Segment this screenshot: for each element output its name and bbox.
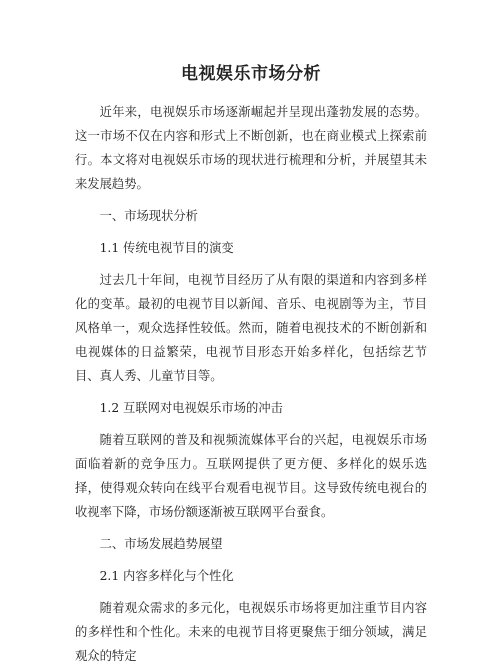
subsection-1-2-heading: 1.2 互联网对电视娱乐市场的冲击 bbox=[99, 401, 283, 415]
subsection-1-1-heading: 1.1 传统电视节目的演变 bbox=[99, 241, 234, 255]
subsection-1-2-paragraph: 随着互联网的普及和视频流媒体平台的兴起，电视娱乐市场面临着新的竞争压力。互联网提供了更方便、多样化的娱乐选择，使得观众转向在线平台观看电视节目。这导致传统电视台的收视率下降，市场份额逐渐被互联网平台蚕食。 bbox=[75, 433, 427, 519]
document-title: 电视娱乐市场分析 bbox=[181, 64, 321, 84]
intro-paragraph: 近年来，电视娱乐市场逐渐崛起并呈现出蓬勃发展的态势。这一市场不仅在内容和形式上不断创新，也在商业模式上探索前行。本文将对电视娱乐市场的现状进行梳理和分析，并展望其未来发展趋势。 bbox=[75, 105, 427, 191]
subsection-2-1-paragraph: 随着观众需求的多元化，电视娱乐市场将更加注重节目内容的多样性和个性化。未来的电视节目将更聚焦于细分领域，满足观众的特定 bbox=[75, 601, 427, 663]
subsection-1-1-paragraph: 过去几十年间，电视节目经历了从有限的渠道和内容到多样化的变革。最初的电视节目以新闻、音乐、电视剧等为主，节目风格单一，观众选择性较低。然而，随着电视技术的不断创新和电视媒体的日益繁荣，电视节目形态开始多样化，包括综艺节目、真人秀、儿童节目等。 bbox=[75, 273, 427, 383]
section-1-heading: 一、市场现状分析 bbox=[99, 209, 198, 223]
section-2-heading: 二、市场发展趋势展望 bbox=[99, 537, 223, 551]
subsection-2-1-heading: 2.1 内容多样化与个性化 bbox=[99, 569, 234, 583]
